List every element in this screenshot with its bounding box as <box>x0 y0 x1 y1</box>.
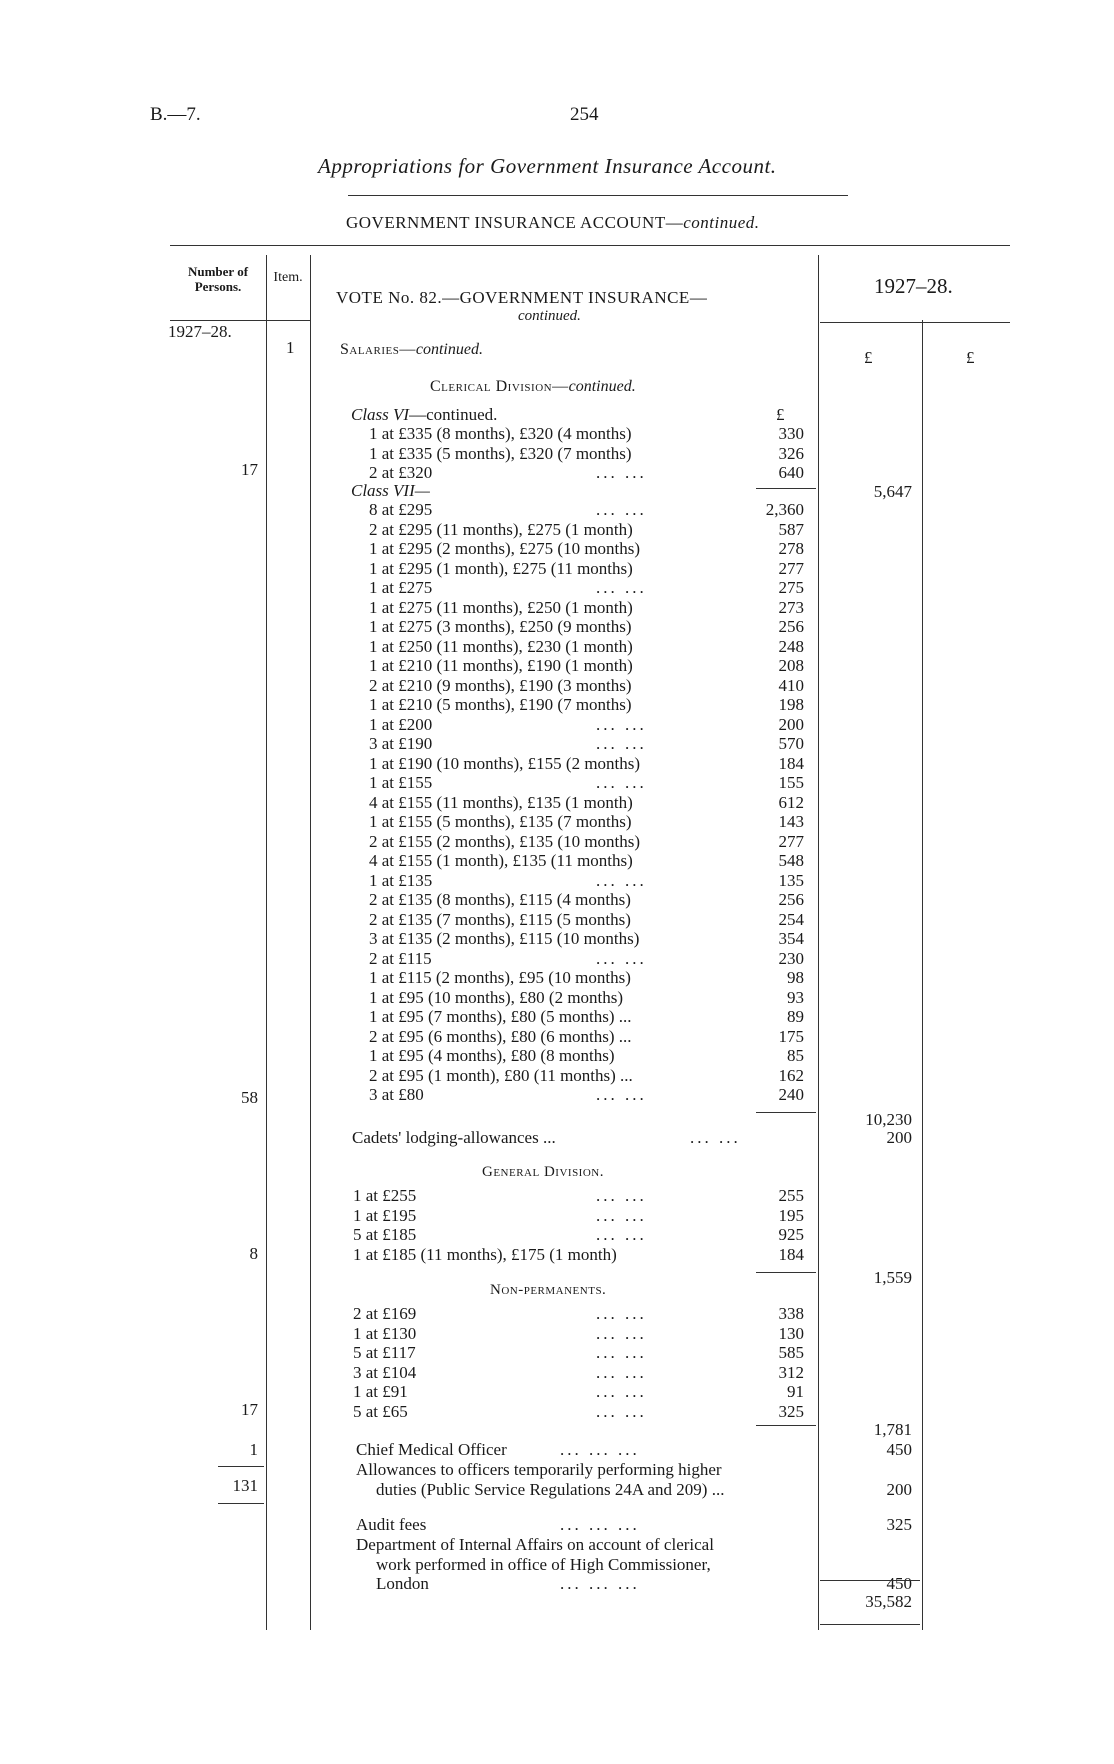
year-col-divider <box>922 320 923 1630</box>
other-item-text: work performed in office of High Commissioner, <box>376 1554 711 1574</box>
row-amount: 612 <box>778 792 804 812</box>
row-description: 1 at £95 (4 months), £80 (8 months) <box>369 1046 615 1065</box>
persons-total: 131 <box>232 1476 258 1495</box>
row-amount: 587 <box>778 519 804 539</box>
row-leaders: ... ... <box>596 578 647 597</box>
row-amount: 410 <box>778 675 804 695</box>
year-column-header: 1927–28. <box>874 274 953 298</box>
account-title <box>346 213 760 233</box>
row-description: 1 at £335 (5 months), £320 (7 months) <box>369 443 632 463</box>
row-leaders: ... ... <box>596 1323 647 1343</box>
row-description: 1 at £91 <box>353 1382 408 1401</box>
other-item-leaders: ... ... ... <box>560 1574 640 1593</box>
row-description: 1 at £95 (10 months), £80 (2 months) <box>369 987 624 1007</box>
row-amount: 155 <box>778 773 804 792</box>
row-description: 2 at £320 <box>369 463 433 482</box>
row-description: 3 at £80 <box>369 1085 424 1104</box>
other-item-amount: 200 <box>886 1479 912 1499</box>
row-description: 1 at £155 <box>369 773 433 792</box>
row-amount: 248 <box>778 636 804 656</box>
other-item-leaders: ... ... ... <box>560 1440 640 1459</box>
row-amount: 130 <box>778 1323 804 1343</box>
row-leaders: ... ... <box>596 1225 647 1244</box>
row-amount: 277 <box>778 831 804 851</box>
row-leaders: ... ... <box>596 773 647 792</box>
row-leaders: ... ... <box>596 463 647 482</box>
row-leaders: ... ... <box>596 714 647 734</box>
pound-sign-subtotal: £ <box>864 348 873 367</box>
row-amount: 312 <box>778 1362 804 1382</box>
row-description: 4 at £155 (1 month), £135 (11 months) <box>369 851 633 870</box>
row-description: 3 at £104 <box>353 1362 417 1382</box>
row-description: 5 at £117 <box>353 1343 416 1362</box>
row-amount: 230 <box>778 948 804 968</box>
row-description: 1 at £275 (3 months), £250 (9 months) <box>369 617 632 636</box>
row-leaders: ... ... <box>596 1186 647 1205</box>
row-amount: 2,360 <box>765 500 804 519</box>
pound-sign-total: £ <box>966 348 975 367</box>
row-amount: 93 <box>787 987 804 1007</box>
row-description: 1 at £185 (11 months), £175 (1 month) <box>353 1244 617 1264</box>
row-description: 1 at £295 (2 months), £275 (10 months) <box>369 539 641 558</box>
row-description: 1 at £275 (11 months), £250 (1 month) <box>369 597 633 617</box>
class-vi-heading <box>351 405 497 425</box>
persons-total-rule-top <box>218 1466 264 1467</box>
document-reference: B.—7. <box>150 104 201 125</box>
row-amount: 325 <box>778 1401 804 1421</box>
persons-col-divider <box>266 255 267 1630</box>
row-leaders: ... ... <box>596 1362 647 1382</box>
grand-total-rule-top <box>820 1580 920 1581</box>
other-item-leaders: ... ... ... <box>560 1515 640 1534</box>
row-amount: 338 <box>778 1304 804 1323</box>
grand-total: 35,582 <box>865 1592 912 1611</box>
row-amount: 256 <box>778 617 804 636</box>
row-description: 2 at £155 (2 months), £135 (10 months) <box>369 831 641 851</box>
class-vii-sum-rule <box>756 1112 816 1113</box>
subtotal-general: 1,559 <box>873 1268 912 1287</box>
row-description: 1 at £295 (1 month), £275 (11 months) <box>369 558 633 578</box>
row-amount: 277 <box>778 558 804 578</box>
row-leaders: ... ... <box>596 734 647 753</box>
amount-col-divider <box>818 255 819 1630</box>
row-leaders: ... ... <box>596 500 647 519</box>
row-leaders: ... ... <box>596 1085 647 1104</box>
vote-title-continued: continued. <box>518 308 581 324</box>
row-description: 1 at £95 (7 months), £80 (5 months) ... <box>369 1007 632 1026</box>
row-description: 1 at £195 <box>353 1205 417 1225</box>
row-amount: 640 <box>778 463 804 482</box>
row-description: 2 at £295 (11 months), £275 (1 month) <box>369 519 633 539</box>
class-vii-heading: Class VII— <box>351 481 430 500</box>
row-amount: 255 <box>778 1186 804 1205</box>
row-description: 4 at £155 (11 months), £135 (1 month) <box>369 792 633 812</box>
row-amount: 98 <box>787 968 804 987</box>
row-description: 2 at £135 (8 months), £115 (4 months) <box>369 890 631 909</box>
row-description: 5 at £65 <box>353 1401 408 1421</box>
row-description: 2 at £135 (7 months), £115 (5 months) <box>369 909 631 929</box>
subtotal-non-permanents: 1,781 <box>873 1420 912 1439</box>
non-permanents-heading: Non-permanents. <box>490 1282 607 1298</box>
row-description: 3 at £135 (2 months), £115 (10 months) <box>369 929 640 948</box>
row-description: 2 at £115 <box>369 948 432 968</box>
row-amount: 85 <box>787 1046 804 1065</box>
row-description: 1 at £250 (11 months), £230 (1 month) <box>369 636 633 656</box>
other-item-text: Department of Internal Affairs on account of clerical <box>356 1535 714 1554</box>
cadets-description: Cadets' lodging-allowances ... <box>352 1128 556 1147</box>
item-number: 1 <box>286 338 295 357</box>
grand-total-rule-bottom <box>820 1624 920 1625</box>
other-item-text: Allowances to officers temporarily performing higher <box>356 1460 722 1479</box>
row-amount: 208 <box>778 656 804 675</box>
row-amount: 198 <box>778 695 804 714</box>
row-leaders: ... ... <box>596 1343 647 1362</box>
row-leaders: ... ... <box>596 1382 647 1401</box>
year-head-rule <box>820 322 1010 323</box>
row-description: 1 at £155 (5 months), £135 (7 months) <box>369 812 632 831</box>
persons-count-class-vii: 58 <box>241 1088 258 1107</box>
row-description: 5 at £185 <box>353 1225 417 1244</box>
non-permanents-sum-rule <box>756 1425 816 1426</box>
row-leaders: ... ... <box>596 870 647 890</box>
row-amount: 548 <box>778 851 804 870</box>
row-description: 2 at £95 (6 months), £80 (6 months) ... <box>369 1026 632 1046</box>
row-description: 1 at £130 <box>353 1323 417 1343</box>
class-vi-label: Class VI <box>351 405 410 424</box>
row-description: 1 at £190 (10 months), £155 (2 months) <box>369 753 641 773</box>
row-leaders: ... ... <box>596 948 647 968</box>
class-vi-sum-rule <box>756 488 816 489</box>
row-amount: 278 <box>778 539 804 558</box>
row-amount: 240 <box>778 1085 804 1104</box>
subtotal-class-vi: 5,647 <box>873 482 912 501</box>
row-description: 1 at £335 (8 months), £320 (4 months) <box>369 424 632 443</box>
table-top-rule <box>170 245 1010 246</box>
row-description: 3 at £190 <box>369 734 433 753</box>
class-vi-continued: —continued. <box>409 405 498 424</box>
row-description: 1 at £115 (2 months), £95 (10 months) <box>369 968 631 987</box>
row-amount: 135 <box>778 870 804 890</box>
row-amount: 925 <box>778 1225 804 1244</box>
persons-count-general: 8 <box>249 1244 258 1263</box>
persons-total-rule-bottom <box>218 1503 264 1504</box>
row-leaders: ... ... <box>596 1304 647 1323</box>
persons-count-medical: 1 <box>249 1440 258 1459</box>
row-amount: 275 <box>778 578 804 597</box>
cadets-amount: 200 <box>886 1128 912 1147</box>
page-number: 254 <box>570 104 599 125</box>
general-division-heading: General Division. <box>482 1164 604 1180</box>
salaries-heading <box>340 341 483 359</box>
item-column-header: Item. <box>273 270 303 285</box>
row-amount: 354 <box>778 929 804 948</box>
row-amount: 175 <box>778 1026 804 1046</box>
item-head-rule <box>266 320 310 321</box>
clerical-continued: continued. <box>568 378 636 395</box>
row-description: 2 at £210 (9 months), £190 (3 months) <box>369 675 632 695</box>
row-description: 2 at £169 <box>353 1304 417 1323</box>
other-item-amount: 450 <box>886 1440 912 1459</box>
row-amount: 326 <box>778 443 804 463</box>
row-leaders: ... ... <box>596 1401 647 1421</box>
persons-column-header: Number of Persons. <box>187 264 249 294</box>
subtotal-class-vii: 10,230 <box>865 1110 912 1129</box>
account-title-main: GOVERNMENT INSURANCE ACCOUNT— <box>346 213 684 232</box>
row-amount: 195 <box>778 1205 804 1225</box>
row-amount: 89 <box>787 1007 804 1026</box>
other-item-text: duties (Public Service Regulations 24A and 209) ... <box>376 1479 725 1499</box>
other-item-text: Audit fees <box>356 1515 427 1534</box>
other-item-text: London <box>376 1574 429 1593</box>
clerical-division-heading <box>430 378 636 396</box>
general-sum-rule <box>756 1272 816 1273</box>
cadets-leaders: ... ... <box>690 1128 741 1147</box>
salaries-continued: continued. <box>415 341 483 358</box>
row-amount: 254 <box>778 909 804 929</box>
other-item-amount: 325 <box>886 1515 912 1534</box>
row-amount: 585 <box>778 1343 804 1362</box>
row-amount: 200 <box>778 714 804 734</box>
row-amount: 570 <box>778 734 804 753</box>
row-description: 1 at £200 <box>369 714 433 734</box>
row-description: 1 at £255 <box>353 1186 417 1205</box>
pound-sign-detail: £ <box>776 405 785 424</box>
row-description: 2 at £95 (1 month), £80 (11 months) ... <box>369 1065 633 1085</box>
row-amount: 143 <box>778 812 804 831</box>
salaries-label: Salaries— <box>340 341 416 358</box>
row-description: 1 at £210 (11 months), £190 (1 month) <box>369 656 633 675</box>
row-amount: 256 <box>778 890 804 909</box>
row-amount: 273 <box>778 597 804 617</box>
persons-year-label: 1927–28. <box>168 322 232 341</box>
row-amount: 184 <box>778 753 804 773</box>
row-leaders: ... ... <box>596 1205 647 1225</box>
item-col-divider <box>310 255 311 1630</box>
row-amount: 91 <box>787 1382 804 1401</box>
other-item-text: Chief Medical Officer <box>356 1440 507 1459</box>
title-rule <box>348 195 848 196</box>
clerical-label: Clerical Division— <box>430 378 569 395</box>
persons-count-class-vi: 17 <box>241 460 258 479</box>
row-description: 1 at £275 <box>369 578 433 597</box>
other-item-amount: 450 <box>886 1574 912 1593</box>
row-description: 1 at £135 <box>369 870 433 890</box>
persons-head-rule <box>170 320 266 321</box>
persons-count-non-permanents: 17 <box>241 1400 258 1419</box>
row-description: 1 at £210 (5 months), £190 (7 months) <box>369 695 632 714</box>
row-amount: 162 <box>778 1065 804 1085</box>
row-amount: 330 <box>778 424 804 443</box>
account-title-continued: continued. <box>683 213 760 232</box>
row-amount: 184 <box>778 1244 804 1264</box>
section-title: Appropriations for Government Insurance Account. <box>318 154 777 178</box>
vote-title: VOTE No. 82.—GOVERNMENT INSURANCE— <box>336 288 708 307</box>
row-description: 8 at £295 <box>369 500 433 519</box>
